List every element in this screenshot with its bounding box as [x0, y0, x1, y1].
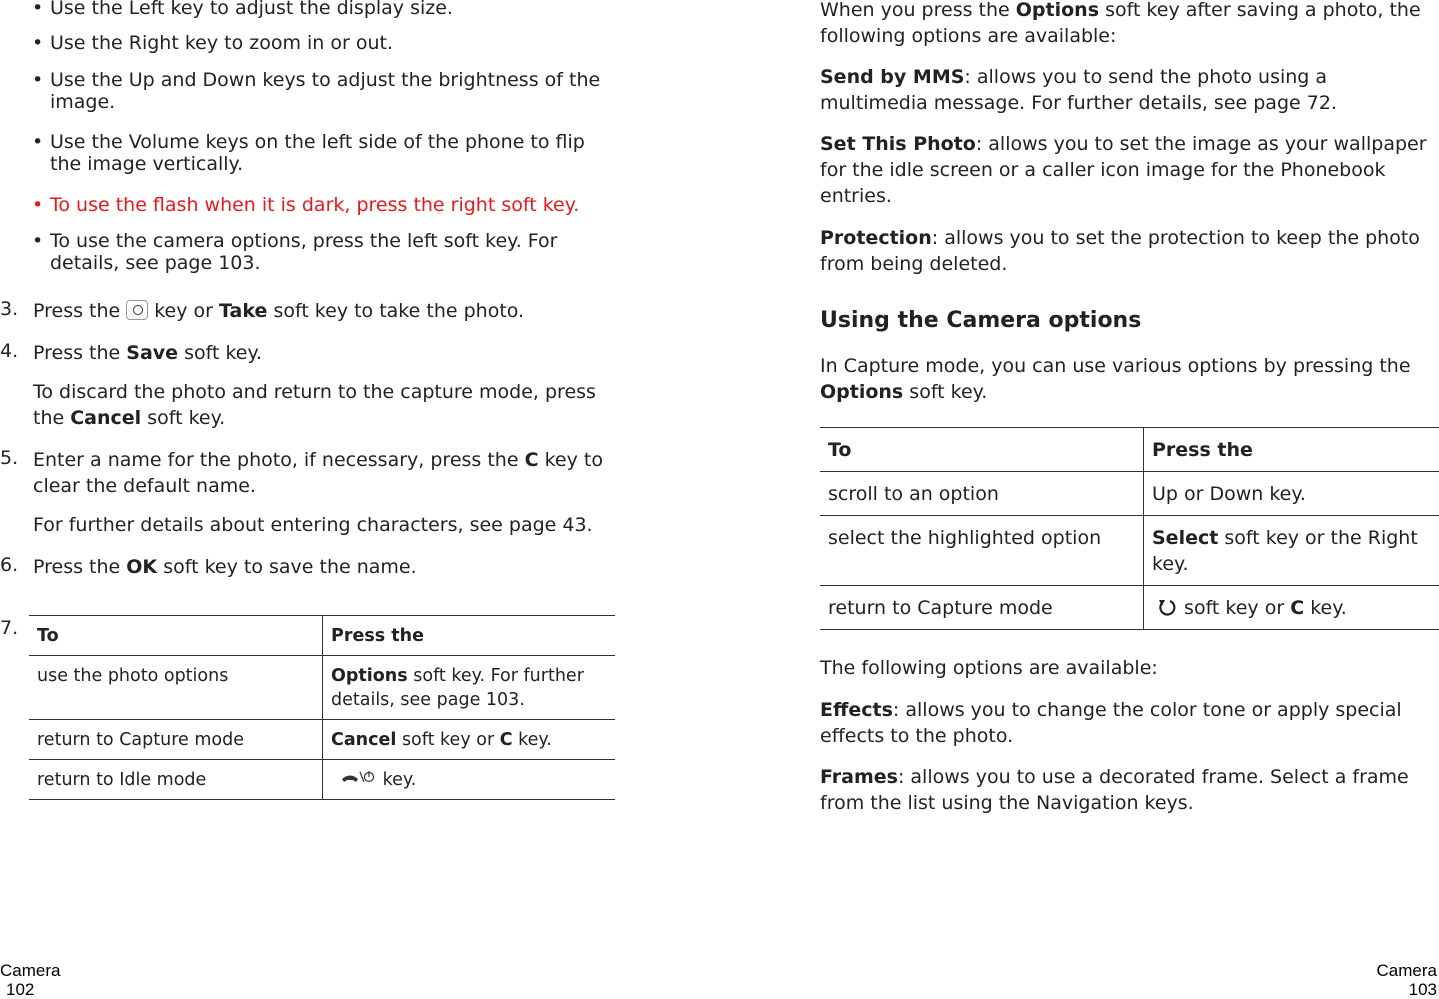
option-protection: Protection: allows you to set the protection to keep the photo from being deleted. — [820, 227, 1420, 275]
section-heading: Using the Camera options — [820, 308, 1142, 333]
bullet-item: • Use the Volume keys on the left side of the phone to flip the image vertically. — [32, 131, 585, 175]
table-row: return to Idle mode key. — [29, 760, 615, 800]
bullet-item: • To use the camera options, press the left soft key. For details, see page 103. — [32, 230, 558, 274]
end-power-key-icon — [339, 769, 377, 787]
table-row: return to Capture mode soft key or C key. — [820, 586, 1439, 630]
right-page — [720, 0, 1439, 999]
footer-page-number: 102 — [6, 980, 35, 999]
back-arrow-icon — [1156, 596, 1178, 618]
following-options-text: The following options are available: — [820, 657, 1158, 679]
camera-key-icon — [126, 300, 148, 320]
option-frames: Frames: allows you to use a decorated frame. Select a frame from the list using the Navigation keys. — [820, 766, 1409, 814]
step-4-note: To discard the photo and return to the capture mode, press the Cancel soft key. — [33, 381, 596, 429]
table-row: return to Capture mode Cancel soft key or C key. — [29, 720, 615, 760]
bullet-item: • Use the Up and Down keys to adjust the brightness of the image. — [32, 69, 601, 113]
capture-intro: In Capture mode, you can use various options by pressing the Options soft key. — [820, 355, 1411, 403]
table-row: use the photo options Options soft key. For further details, see page 103. — [29, 656, 615, 720]
step-7-number: 7. — [0, 617, 19, 639]
footer-section: Camera — [0, 961, 61, 980]
table-header-press: Press the — [1152, 439, 1253, 461]
step-4: 4. Press the Save soft key. — [0, 340, 263, 364]
footer-right — [1377, 961, 1437, 999]
table-header-to: To — [29, 616, 323, 656]
bullet-item-highlighted: • To use the flash when it is dark, press the right soft key. — [32, 194, 580, 216]
footer-left — [0, 961, 60, 999]
key-table-right — [820, 427, 1439, 630]
table-header-row — [820, 428, 1439, 472]
key-table-left — [29, 615, 615, 800]
table-row: scroll to an option Up or Down key. — [820, 472, 1439, 516]
step-3: 3. Press the key or Take soft key to take the photo. — [0, 298, 525, 322]
bullet-item: • Use the Left key to adjust the display size. — [32, 0, 453, 19]
step-6: 6. Press the OK soft key to save the name. — [0, 554, 417, 578]
bullet-item: • Use the Right key to zoom in or out. — [32, 32, 394, 54]
table-header-press: Press the — [331, 626, 424, 646]
step-5: 5. Enter a name for the photo, if necessary, press the C key to clear the default name. — [0, 447, 603, 497]
option-send-by-mms: Send by MMS: allows you to send the photo using a multimedia message. For further details, see page 72. — [820, 66, 1337, 114]
table-header-row — [29, 616, 615, 656]
footer-section: Camera — [1376, 961, 1437, 980]
step-5-note: For further details about entering characters, see page 43. — [33, 514, 593, 536]
table-row: select the highlighted option Select soft key or the Right key. — [820, 516, 1439, 586]
option-effects: Effects: allows you to change the color tone or apply special effects to the photo. — [820, 699, 1402, 747]
option-set-this-photo: Set This Photo: allows you to set the image as your wallpaper for the idle screen or a caller icon image for the Phonebook entries. — [820, 133, 1427, 207]
intro-paragraph: When you press the Options soft key after saving a photo, the following options are available: — [820, 0, 1421, 47]
table-header-to: To — [820, 428, 1144, 472]
footer-page-number: 103 — [1408, 980, 1437, 999]
